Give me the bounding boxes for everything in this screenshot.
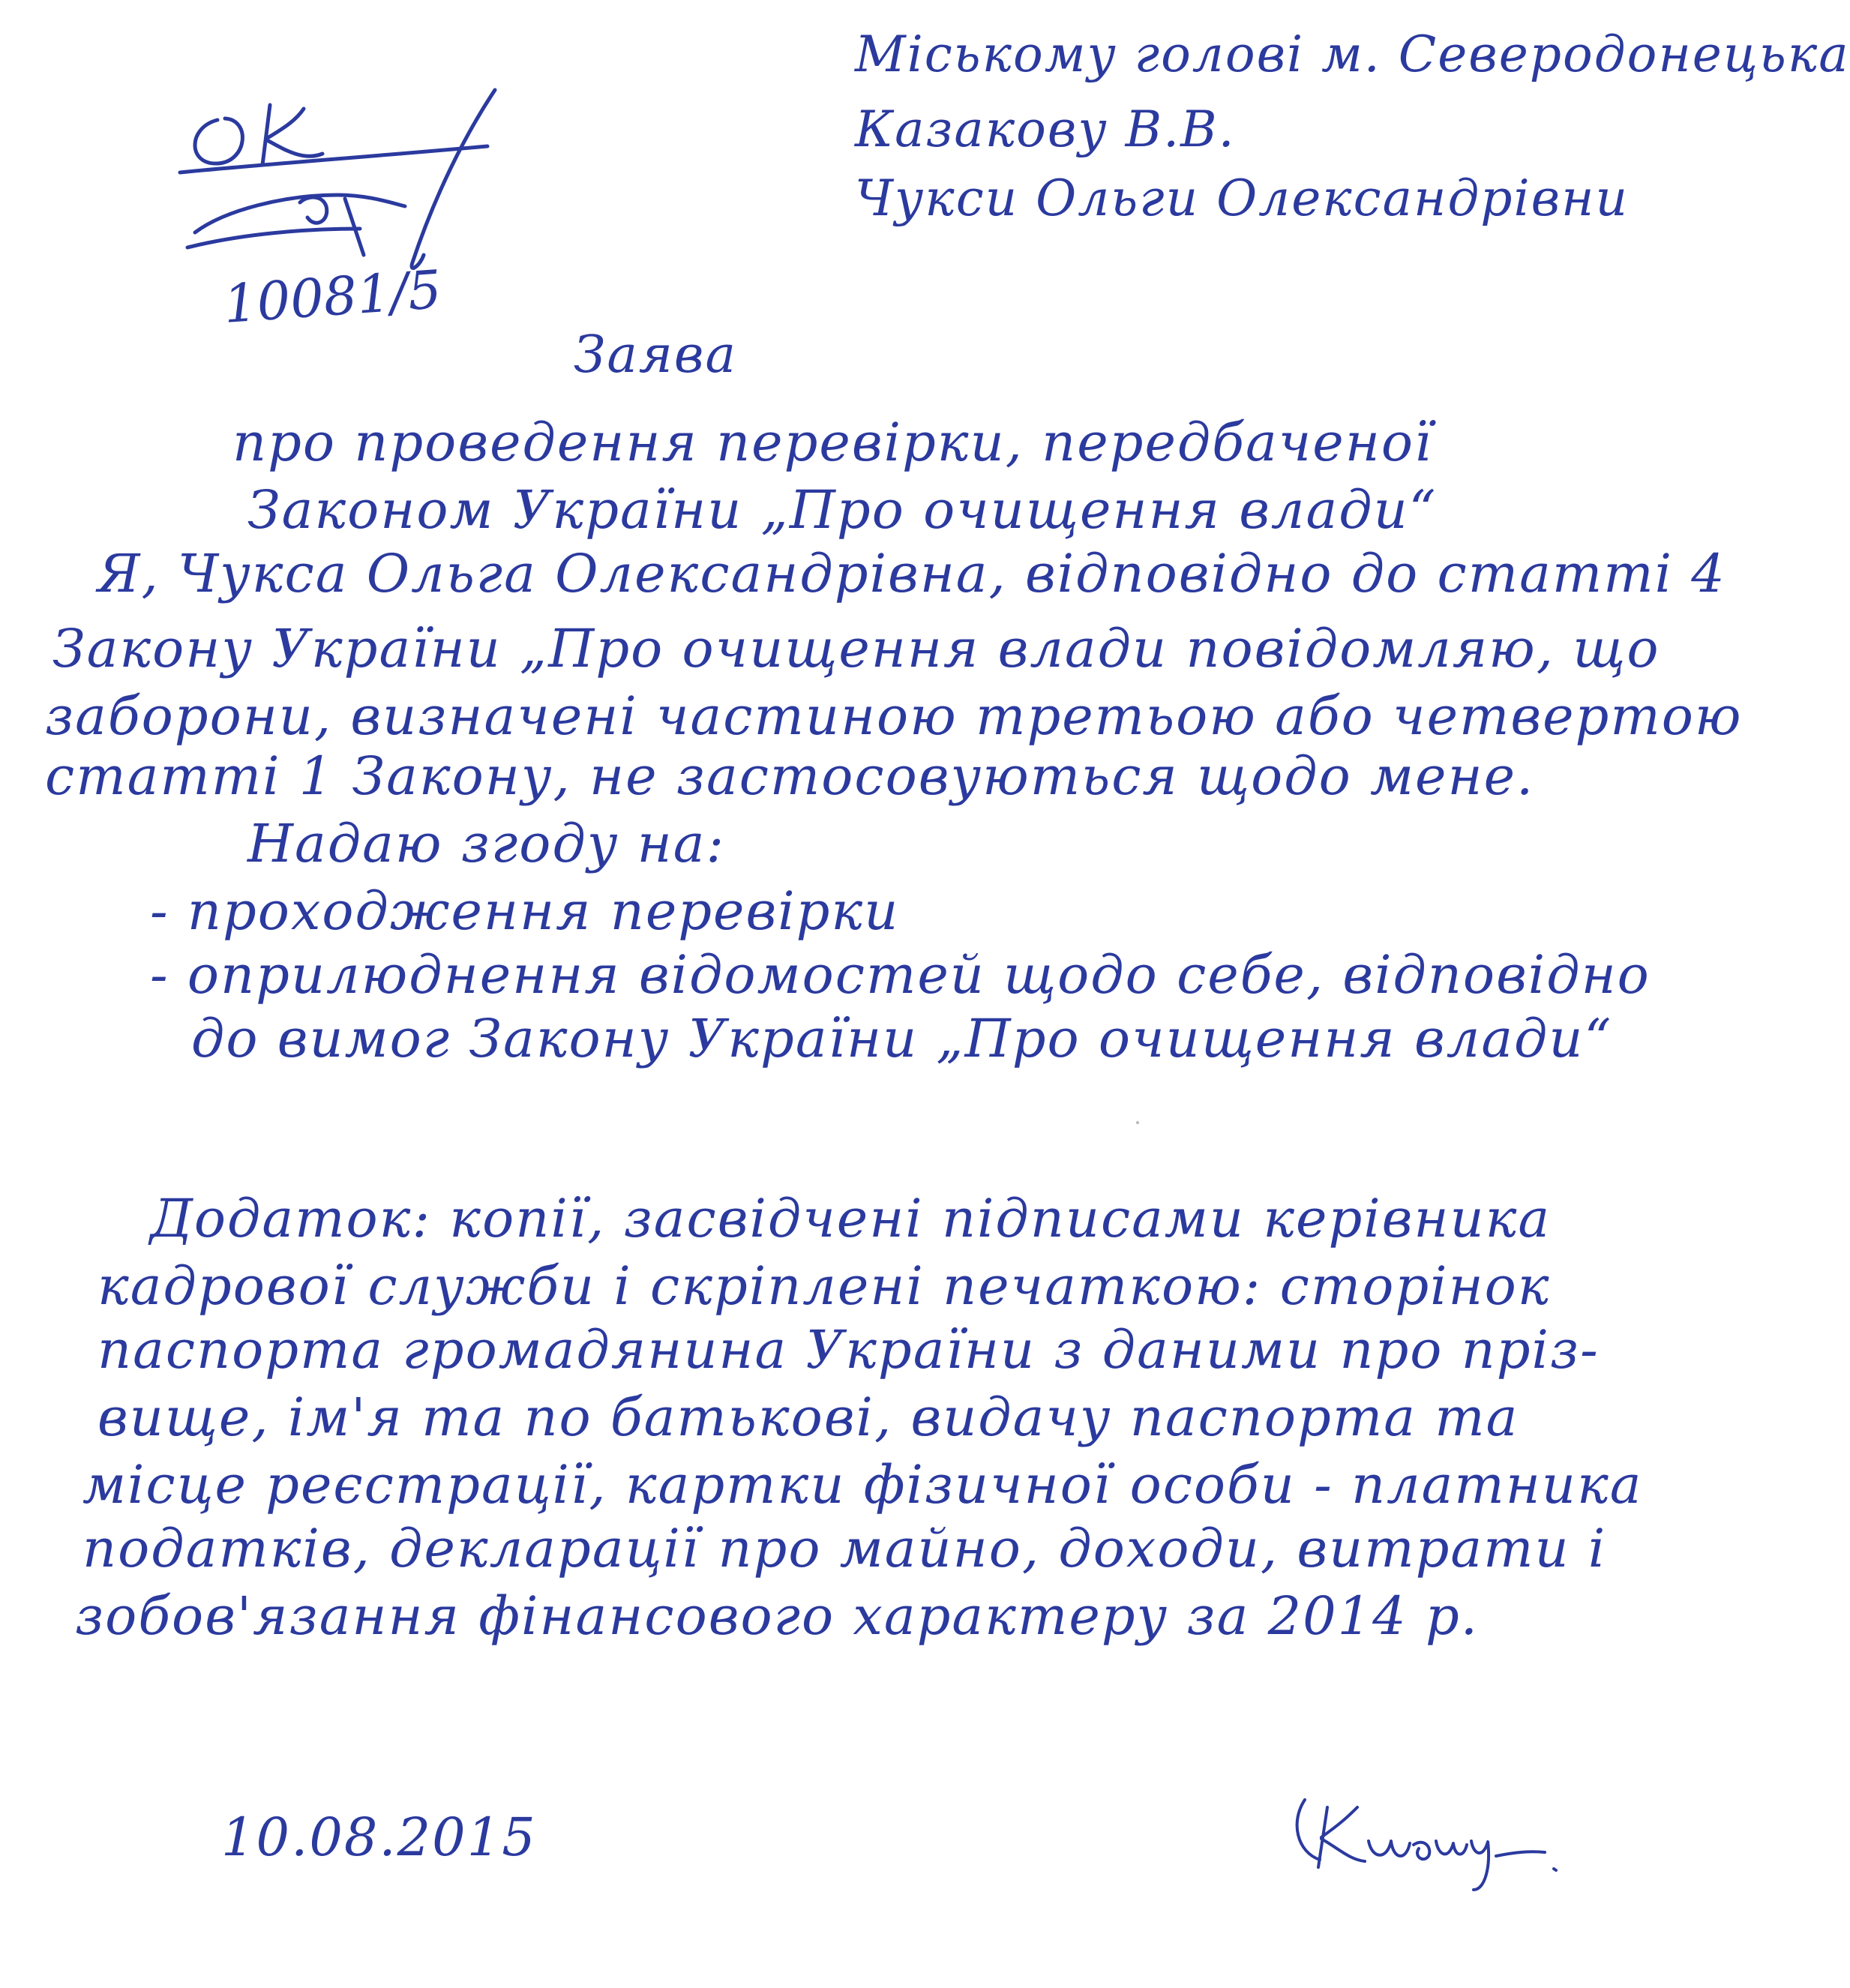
resolution-initials-stroke xyxy=(195,118,242,163)
consent-intro: Надаю згоду на: xyxy=(247,813,726,874)
paper-speck xyxy=(1136,1121,1139,1124)
attachment-line-4: вище, ім'я та по батькові, видачу паспорта та xyxy=(97,1387,1519,1448)
document-date: 10.08.2015 xyxy=(221,1807,537,1868)
addressee-line-2: Казакову В.В. xyxy=(855,100,1236,158)
body-line-3: заборони, визначені частиною третьою або четвертою xyxy=(45,685,1743,747)
resolution-number: 10081/5 xyxy=(221,258,444,335)
attachment-line-1: Додаток: копії, засвідчені підписами керівника xyxy=(150,1188,1552,1249)
document-title: Заява xyxy=(574,325,738,385)
attachment-line-7: зобов'язання фінансового характеру за 2014 р. xyxy=(75,1585,1480,1647)
addressee-line-3: Чукси Ольги Олександрівни xyxy=(855,169,1630,227)
body-line-1: Я, Чукса Ольга Олександрівна, відповідно до статті 4 xyxy=(97,543,1726,604)
addressee-line-1: Міському голові м. Северодонецька xyxy=(855,25,1850,83)
attachment-line-5: місце реєстрації, картки фізичної особи - платника xyxy=(82,1454,1643,1516)
signature xyxy=(1275,1777,1575,1897)
consent-item-1: - проходження перевірки xyxy=(150,880,900,942)
consent-item-2-continued: до вимог Закону України „Про очищення влади“ xyxy=(191,1008,1613,1069)
attachment-line-6: податків, декларації про майно, доходи, витрати і xyxy=(82,1518,1607,1579)
attachment-line-2: кадрової служби і скріплені печаткою: сторінок xyxy=(97,1255,1551,1317)
consent-item-2: - оприлюднення відомостей щодо себе, відповідно xyxy=(150,944,1651,1006)
subtitle-line-2: Законом України „Про очищення влади“ xyxy=(247,479,1438,541)
attachment-line-3: паспорта громадянина України з даними про пріз- xyxy=(97,1319,1600,1381)
subtitle-line-1: про проведення перевірки, передбаченої xyxy=(232,412,1433,473)
body-line-2: Закону України „Про очищення влади повідомляю, що xyxy=(52,618,1660,679)
resolution-mark xyxy=(165,75,555,345)
body-line-4: статті 1 Закону, не застосовуються щодо мене. xyxy=(45,745,1535,807)
